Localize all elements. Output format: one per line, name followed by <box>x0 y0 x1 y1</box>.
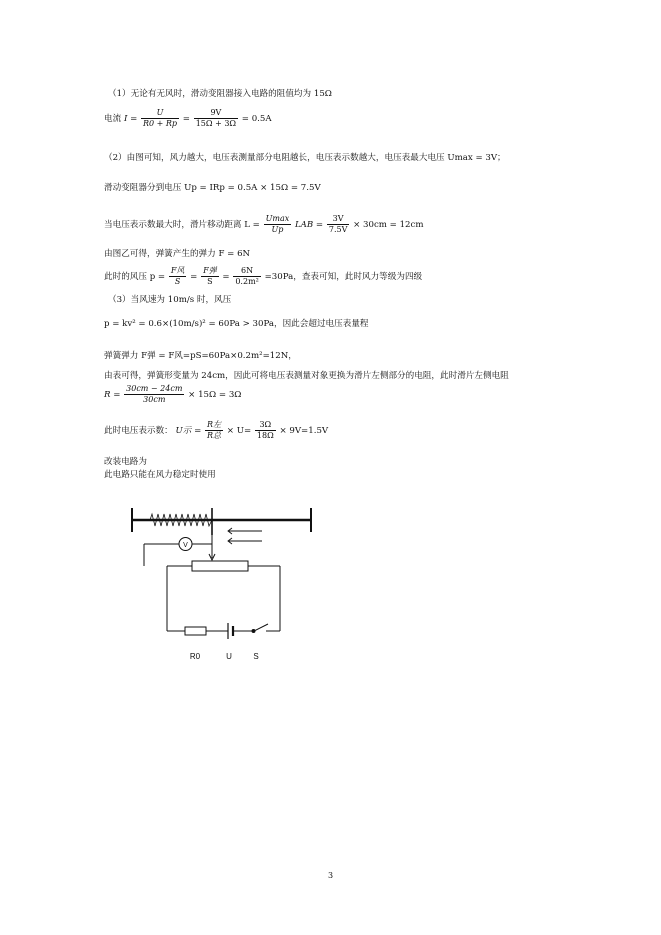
current-label: 电流 <box>104 114 122 124</box>
current-fraction-2: $\frac{9V}{15\Omega + 3\Omega}$ <box>195 108 237 128</box>
resistor-r0 <box>185 627 206 635</box>
sliding-rheostat <box>192 561 248 571</box>
solution-step-2: （2）由图可知，风力越大，电压表测量部分电阻越长，电压表示数越大，电压表最大电压 Umax = 3V； <box>104 153 506 163</box>
pressure-fraction-3: $\frac{6N}{\text{0.2m²}}$ <box>235 266 259 286</box>
distance-fraction-2: $\frac{3V}{7.5V}$ <box>328 214 348 234</box>
wind-pressure-equation: 此时的风压 p = F风 S = F弹 S = $\frac{6N}{\text{0.2m²}}$ =30Pa，查表可知，此时风力等级为四级 <box>104 266 423 286</box>
spring-force-calc: 弹簧弹力 F弹 = F风=pS=60Pa×0.2m²=12N， <box>104 351 297 361</box>
label-r0: R0 <box>189 652 201 661</box>
current-equation: 电流 I = $\frac{U}{R0 + Rp}$ = $\frac{9V}{15\Omega + 3\Omega}$ = 0.5A <box>104 108 272 128</box>
page-number: 3 <box>327 871 334 880</box>
left-resistance-equation: R = $\frac{30cm - 24cm}{30cm}$ × 15Ω = 3Ω <box>104 384 242 404</box>
slider-distance-equation: 当电压表示数最大时，滑片移动距离 L = Umax Up LAB = $\frac{3V}{7.5V}$ × 30cm = 12cm <box>104 214 424 234</box>
resistance-fraction: $\frac{30cm - 24cm}{30cm}$ <box>126 384 183 404</box>
solution-step-1: （1）无论有无风时，滑动变阻器接入电路的阻值均为 15Ω <box>108 89 332 99</box>
solution-step-3: （3）当风速为 10m/s 时，风压 <box>108 295 232 305</box>
battery-symbol <box>228 623 233 639</box>
current-result: = 0.5A <box>241 114 272 124</box>
distance-fraction-1: Umax Up <box>265 214 290 234</box>
current-lhs: I = <box>123 114 138 124</box>
voltmeter-reading-equation: 此时电压表示数： U示 = R左 R总 × U= $\frac{3\Omega}{18\Omega}$ × 9V=1.5V <box>104 420 329 440</box>
spring-force-line: 由图乙可得，弹簧产生的弹力 F = 6N <box>104 249 251 259</box>
wind-arrows <box>228 528 262 544</box>
deformation-line: 由表可得，弹簧形变量为 24cm，因此可将电压表测量对象更换为滑片左侧部分的电阻，此时滑片左侧电阻 <box>104 371 509 381</box>
reading-fraction-1: R左 R总 <box>207 420 222 440</box>
voltmeter-letter: V <box>183 542 188 549</box>
usage-note: 此电路只能在风力稳定时使用 <box>104 470 216 480</box>
label-s: S <box>253 652 259 661</box>
slider-voltage-line: 滑动变阻器分到电压 Up = IRp = 0.5A × 15Ω = 7.5V <box>104 183 321 193</box>
pressure-fraction-2: F弹 S <box>203 266 217 286</box>
switch-symbol <box>252 624 268 633</box>
current-fraction-1: $\frac{U}{R0 + Rp}$ <box>143 108 178 128</box>
modified-circuit-label: 改装电路为 <box>104 457 147 467</box>
wind-pressure-calc: p = kv² = 0.6×(10m/s)² = 60Pa > 30Pa，因此会超过电压表量程 <box>104 319 369 329</box>
support-bar <box>132 508 311 532</box>
pressure-fraction-1: F风 S <box>170 266 185 286</box>
reading-fraction-2: $\frac{3\Omega}{18\Omega}$ <box>256 420 274 440</box>
label-u: U <box>226 652 232 661</box>
